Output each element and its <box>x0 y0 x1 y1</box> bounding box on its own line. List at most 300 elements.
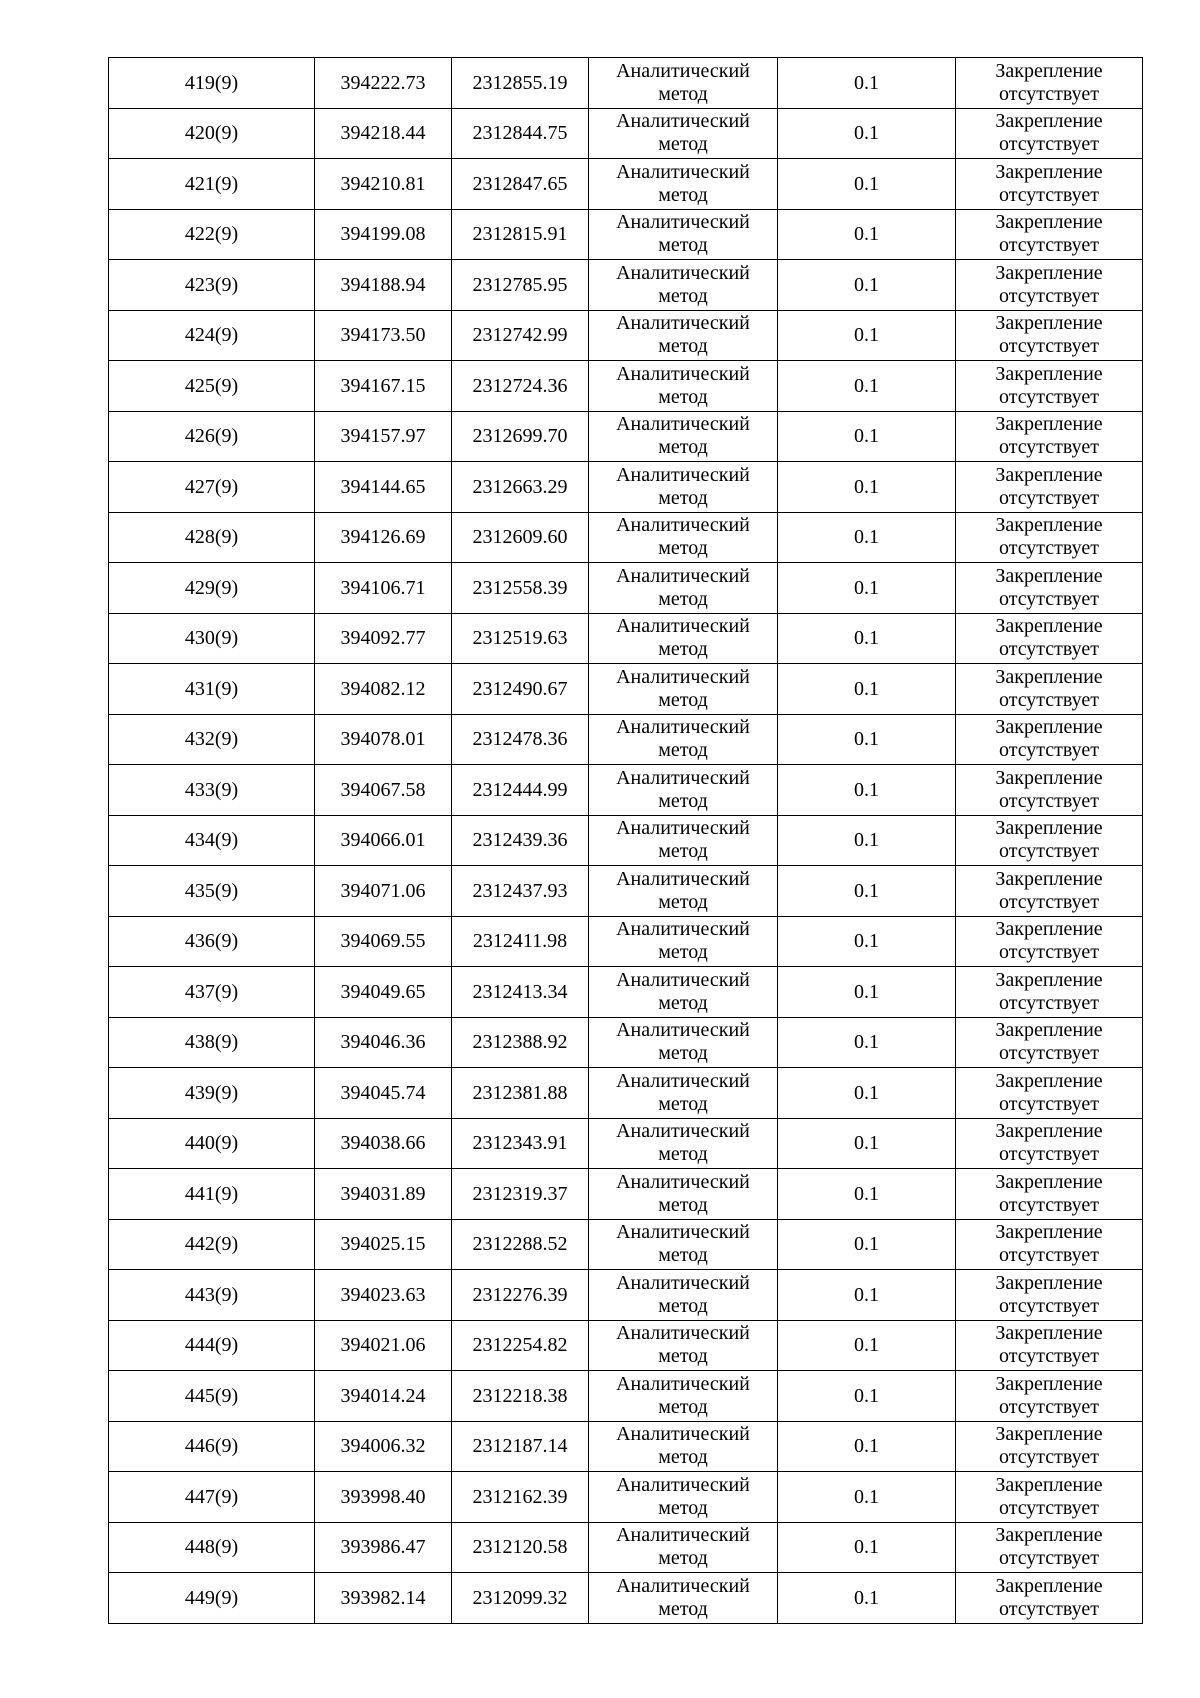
table-row <box>109 512 1143 563</box>
fixing-cell-line: отсутствует <box>998 1547 1100 1570</box>
x-coordinate-cell: 394188.94 <box>315 260 452 311</box>
method-cell <box>589 714 778 765</box>
method-cell <box>589 1219 778 1270</box>
fixing-cell-line: Закрепление <box>995 1473 1103 1496</box>
fixing-cell-line: Закрепление <box>995 362 1103 385</box>
method-cell-line: метод <box>658 1547 708 1570</box>
fixing-cell-line: Закрепление <box>995 261 1103 284</box>
point-number-cell: 445(9) <box>109 1371 315 1422</box>
accuracy-cell: 0.1 <box>778 664 956 715</box>
y-coordinate-cell: 2312319.37 <box>452 1169 589 1220</box>
y-coordinate-cell: 2312254.82 <box>452 1320 589 1371</box>
fixing-cell-line: отсутствует <box>998 1496 1100 1519</box>
fixing-cell-line: Закрепление <box>995 968 1103 991</box>
fixing-cell <box>956 967 1143 1018</box>
coordinates-table <box>108 57 1143 1624</box>
table-row <box>109 866 1143 917</box>
fixing-cell <box>956 765 1143 816</box>
fixing-cell <box>956 664 1143 715</box>
method-cell-line: Аналитический <box>616 514 750 537</box>
accuracy-cell: 0.1 <box>778 1068 956 1119</box>
y-coordinate-cell: 2312478.36 <box>452 714 589 765</box>
accuracy-cell: 0.1 <box>778 58 956 109</box>
fixing-cell-line: отсутствует <box>998 82 1100 105</box>
method-cell <box>589 1017 778 1068</box>
table-row <box>109 1522 1143 1573</box>
table-row <box>109 1068 1143 1119</box>
x-coordinate-cell: 393982.14 <box>315 1573 452 1624</box>
point-number-cell: 424(9) <box>109 310 315 361</box>
point-number-cell: 436(9) <box>109 916 315 967</box>
x-coordinate-cell: 394067.58 <box>315 765 452 816</box>
method-cell <box>589 967 778 1018</box>
y-coordinate-cell: 2312663.29 <box>452 462 589 513</box>
x-coordinate-cell: 394071.06 <box>315 866 452 917</box>
table-row <box>109 967 1143 1018</box>
fixing-cell <box>956 1472 1143 1523</box>
accuracy-cell: 0.1 <box>778 765 956 816</box>
fixing-cell-line: отсутствует <box>998 1092 1100 1115</box>
method-cell-line: метод <box>658 1294 708 1317</box>
method-cell-line: Аналитический <box>616 1574 750 1597</box>
method-cell-line: Аналитический <box>616 968 750 991</box>
method-cell <box>589 209 778 260</box>
method-cell-line: Аналитический <box>616 362 750 385</box>
point-number-cell: 431(9) <box>109 664 315 715</box>
fixing-cell-line: Закрепление <box>995 211 1103 234</box>
method-cell-line: метод <box>658 436 708 459</box>
method-cell <box>589 866 778 917</box>
table-row <box>109 765 1143 816</box>
fixing-cell-line: Закрепление <box>995 312 1103 335</box>
table-row <box>109 58 1143 109</box>
method-cell <box>589 1169 778 1220</box>
x-coordinate-cell: 394210.81 <box>315 159 452 210</box>
y-coordinate-cell: 2312120.58 <box>452 1522 589 1573</box>
fixing-cell-line: Закрепление <box>995 1170 1103 1193</box>
method-cell <box>589 462 778 513</box>
method-cell-line: Аналитический <box>616 1120 750 1143</box>
point-number-cell: 423(9) <box>109 260 315 311</box>
accuracy-cell: 0.1 <box>778 1573 956 1624</box>
accuracy-cell: 0.1 <box>778 1118 956 1169</box>
method-cell-line: Аналитический <box>616 1372 750 1395</box>
x-coordinate-cell: 394069.55 <box>315 916 452 967</box>
fixing-cell <box>956 1421 1143 1472</box>
fixing-cell-line: отсутствует <box>998 1143 1100 1166</box>
table-row <box>109 260 1143 311</box>
accuracy-cell: 0.1 <box>778 1320 956 1371</box>
fixing-cell-line: Закрепление <box>995 564 1103 587</box>
method-cell-line: метод <box>658 537 708 560</box>
point-number-cell: 441(9) <box>109 1169 315 1220</box>
fixing-cell-line: Закрепление <box>995 1271 1103 1294</box>
fixing-cell-line: отсутствует <box>998 1042 1100 1065</box>
accuracy-cell: 0.1 <box>778 1421 956 1472</box>
fixing-cell-line: отсутствует <box>998 840 1100 863</box>
x-coordinate-cell: 394078.01 <box>315 714 452 765</box>
table-row <box>109 1118 1143 1169</box>
fixing-cell-line: Закрепление <box>995 59 1103 82</box>
point-number-cell: 426(9) <box>109 411 315 462</box>
method-cell <box>589 159 778 210</box>
fixing-cell-line: Закрепление <box>995 1423 1103 1446</box>
point-number-cell: 437(9) <box>109 967 315 1018</box>
accuracy-cell: 0.1 <box>778 159 956 210</box>
y-coordinate-cell: 2312439.36 <box>452 815 589 866</box>
fixing-cell <box>956 1522 1143 1573</box>
method-cell-line: Аналитический <box>616 615 750 638</box>
point-number-cell: 425(9) <box>109 361 315 412</box>
table-row <box>109 108 1143 159</box>
fixing-cell-line: отсутствует <box>998 991 1100 1014</box>
y-coordinate-cell: 2312343.91 <box>452 1118 589 1169</box>
method-cell-line: Аналитический <box>616 1473 750 1496</box>
fixing-cell-line: отсутствует <box>998 284 1100 307</box>
method-cell-line: Аналитический <box>616 867 750 890</box>
table-row <box>109 361 1143 412</box>
method-cell-line: метод <box>658 840 708 863</box>
x-coordinate-cell: 394049.65 <box>315 967 452 1018</box>
table-body <box>109 58 1143 1624</box>
point-number-cell: 432(9) <box>109 714 315 765</box>
fixing-cell-line: Закрепление <box>995 1069 1103 1092</box>
x-coordinate-cell: 394199.08 <box>315 209 452 260</box>
method-cell-line: Аналитический <box>616 1271 750 1294</box>
fixing-cell <box>956 916 1143 967</box>
fixing-cell <box>956 815 1143 866</box>
fixing-cell-line: отсутствует <box>998 1345 1100 1368</box>
fixing-cell-line: отсутствует <box>998 385 1100 408</box>
method-cell-line: метод <box>658 1446 708 1469</box>
fixing-cell <box>956 1270 1143 1321</box>
method-cell-line: метод <box>658 133 708 156</box>
point-number-cell: 446(9) <box>109 1421 315 1472</box>
point-number-cell: 428(9) <box>109 512 315 563</box>
x-coordinate-cell: 394106.71 <box>315 563 452 614</box>
point-number-cell: 440(9) <box>109 1118 315 1169</box>
fixing-cell-line: Закрепление <box>995 413 1103 436</box>
fixing-cell <box>956 260 1143 311</box>
fixing-cell-line: отсутствует <box>998 789 1100 812</box>
table-row <box>109 462 1143 513</box>
fixing-cell <box>956 1169 1143 1220</box>
x-coordinate-cell: 393998.40 <box>315 1472 452 1523</box>
x-coordinate-cell: 394144.65 <box>315 462 452 513</box>
method-cell <box>589 260 778 311</box>
fixing-cell-line: отсутствует <box>998 587 1100 610</box>
fixing-cell-line: отсутствует <box>998 638 1100 661</box>
accuracy-cell: 0.1 <box>778 866 956 917</box>
x-coordinate-cell: 394082.12 <box>315 664 452 715</box>
method-cell-line: Аналитический <box>616 817 750 840</box>
point-number-cell: 430(9) <box>109 613 315 664</box>
method-cell <box>589 108 778 159</box>
y-coordinate-cell: 2312609.60 <box>452 512 589 563</box>
method-cell-line: Аналитический <box>616 160 750 183</box>
table-row <box>109 1017 1143 1068</box>
method-cell-line: метод <box>658 284 708 307</box>
method-cell-line: Аналитический <box>616 312 750 335</box>
table-row <box>109 1371 1143 1422</box>
accuracy-cell: 0.1 <box>778 967 956 1018</box>
method-cell-line: метод <box>658 486 708 509</box>
method-cell <box>589 361 778 412</box>
accuracy-cell: 0.1 <box>778 512 956 563</box>
fixing-cell-line: Закрепление <box>995 615 1103 638</box>
method-cell-line: метод <box>658 991 708 1014</box>
method-cell-line: метод <box>658 890 708 913</box>
method-cell-line: Аналитический <box>616 413 750 436</box>
accuracy-cell: 0.1 <box>778 1017 956 1068</box>
x-coordinate-cell: 394066.01 <box>315 815 452 866</box>
y-coordinate-cell: 2312815.91 <box>452 209 589 260</box>
table-row <box>109 1169 1143 1220</box>
table-row <box>109 1219 1143 1270</box>
method-cell <box>589 58 778 109</box>
x-coordinate-cell: 394038.66 <box>315 1118 452 1169</box>
method-cell-line: метод <box>658 1496 708 1519</box>
point-number-cell: 439(9) <box>109 1068 315 1119</box>
method-cell-line: Аналитический <box>616 564 750 587</box>
method-cell-line: метод <box>658 789 708 812</box>
accuracy-cell: 0.1 <box>778 209 956 260</box>
method-cell-line: Аналитический <box>616 1019 750 1042</box>
table-row <box>109 916 1143 967</box>
accuracy-cell: 0.1 <box>778 815 956 866</box>
x-coordinate-cell: 394006.32 <box>315 1421 452 1472</box>
fixing-cell-line: отсутствует <box>998 133 1100 156</box>
fixing-cell <box>956 1320 1143 1371</box>
fixing-cell-line: отсутствует <box>998 890 1100 913</box>
fixing-cell-line: отсутствует <box>998 234 1100 257</box>
table-row <box>109 209 1143 260</box>
method-cell-line: метод <box>658 688 708 711</box>
y-coordinate-cell: 2312558.39 <box>452 563 589 614</box>
y-coordinate-cell: 2312288.52 <box>452 1219 589 1270</box>
method-cell <box>589 411 778 462</box>
accuracy-cell: 0.1 <box>778 1371 956 1422</box>
table-row <box>109 1573 1143 1624</box>
fixing-cell-line: отсутствует <box>998 1193 1100 1216</box>
point-number-cell: 427(9) <box>109 462 315 513</box>
accuracy-cell: 0.1 <box>778 563 956 614</box>
point-number-cell: 443(9) <box>109 1270 315 1321</box>
fixing-cell-line: отсутствует <box>998 739 1100 762</box>
method-cell-line: метод <box>658 1193 708 1216</box>
y-coordinate-cell: 2312411.98 <box>452 916 589 967</box>
point-number-cell: 429(9) <box>109 563 315 614</box>
fixing-cell <box>956 209 1143 260</box>
point-number-cell: 449(9) <box>109 1573 315 1624</box>
fixing-cell <box>956 512 1143 563</box>
method-cell-line: Аналитический <box>616 1524 750 1547</box>
y-coordinate-cell: 2312413.34 <box>452 967 589 1018</box>
x-coordinate-cell: 394021.06 <box>315 1320 452 1371</box>
accuracy-cell: 0.1 <box>778 361 956 412</box>
accuracy-cell: 0.1 <box>778 462 956 513</box>
y-coordinate-cell: 2312099.32 <box>452 1573 589 1624</box>
fixing-cell-line: Закрепление <box>995 1120 1103 1143</box>
accuracy-cell: 0.1 <box>778 916 956 967</box>
method-cell-line: Аналитический <box>616 716 750 739</box>
accuracy-cell: 0.1 <box>778 1522 956 1573</box>
method-cell <box>589 512 778 563</box>
method-cell <box>589 1270 778 1321</box>
method-cell-line: метод <box>658 1042 708 1065</box>
table-row <box>109 1472 1143 1523</box>
table-row <box>109 563 1143 614</box>
x-coordinate-cell: 394031.89 <box>315 1169 452 1220</box>
fixing-cell <box>956 1068 1143 1119</box>
method-cell-line: метод <box>658 1244 708 1267</box>
table-row <box>109 714 1143 765</box>
point-number-cell: 435(9) <box>109 866 315 917</box>
x-coordinate-cell: 394167.15 <box>315 361 452 412</box>
table-row <box>109 411 1143 462</box>
fixing-cell-line: отсутствует <box>998 1597 1100 1620</box>
y-coordinate-cell: 2312187.14 <box>452 1421 589 1472</box>
fixing-cell <box>956 613 1143 664</box>
method-cell-line: Аналитический <box>616 918 750 941</box>
y-coordinate-cell: 2312388.92 <box>452 1017 589 1068</box>
fixing-cell-line: Закрепление <box>995 1221 1103 1244</box>
accuracy-cell: 0.1 <box>778 1270 956 1321</box>
y-coordinate-cell: 2312162.39 <box>452 1472 589 1523</box>
fixing-cell <box>956 1017 1143 1068</box>
method-cell-line: метод <box>658 587 708 610</box>
accuracy-cell: 0.1 <box>778 613 956 664</box>
table-row <box>109 664 1143 715</box>
fixing-cell-line: отсутствует <box>998 1446 1100 1469</box>
y-coordinate-cell: 2312437.93 <box>452 866 589 917</box>
method-cell-line: Аналитический <box>616 261 750 284</box>
method-cell-line: Аналитический <box>616 1423 750 1446</box>
point-number-cell: 434(9) <box>109 815 315 866</box>
table-row <box>109 1270 1143 1321</box>
y-coordinate-cell: 2312724.36 <box>452 361 589 412</box>
method-cell <box>589 1522 778 1573</box>
method-cell-line: Аналитический <box>616 463 750 486</box>
point-number-cell: 438(9) <box>109 1017 315 1068</box>
point-number-cell: 433(9) <box>109 765 315 816</box>
method-cell-line: Аналитический <box>616 110 750 133</box>
method-cell <box>589 1068 778 1119</box>
y-coordinate-cell: 2312844.75 <box>452 108 589 159</box>
x-coordinate-cell: 394218.44 <box>315 108 452 159</box>
method-cell-line: Аналитический <box>616 1170 750 1193</box>
fixing-cell-line: отсутствует <box>998 1395 1100 1418</box>
fixing-cell-line: отсутствует <box>998 1244 1100 1267</box>
fixing-cell-line: Закрепление <box>995 867 1103 890</box>
fixing-cell-line: Закрепление <box>995 1524 1103 1547</box>
method-cell-line: Аналитический <box>616 1221 750 1244</box>
x-coordinate-cell: 394045.74 <box>315 1068 452 1119</box>
y-coordinate-cell: 2312847.65 <box>452 159 589 210</box>
table-row <box>109 1421 1143 1472</box>
method-cell <box>589 563 778 614</box>
x-coordinate-cell: 394157.97 <box>315 411 452 462</box>
accuracy-cell: 0.1 <box>778 260 956 311</box>
x-coordinate-cell: 393986.47 <box>315 1522 452 1573</box>
fixing-cell-line: Закрепление <box>995 766 1103 789</box>
method-cell <box>589 815 778 866</box>
fixing-cell <box>956 866 1143 917</box>
fixing-cell-line: Закрепление <box>995 514 1103 537</box>
method-cell-line: Аналитический <box>616 665 750 688</box>
fixing-cell-line: отсутствует <box>998 335 1100 358</box>
fixing-cell-line: отсутствует <box>998 537 1100 560</box>
point-number-cell: 420(9) <box>109 108 315 159</box>
fixing-cell <box>956 159 1143 210</box>
method-cell-line: метод <box>658 638 708 661</box>
point-number-cell: 442(9) <box>109 1219 315 1270</box>
point-number-cell: 421(9) <box>109 159 315 210</box>
fixing-cell-line: Закрепление <box>995 1019 1103 1042</box>
fixing-cell <box>956 462 1143 513</box>
y-coordinate-cell: 2312490.67 <box>452 664 589 715</box>
x-coordinate-cell: 394126.69 <box>315 512 452 563</box>
fixing-cell-line: отсутствует <box>998 688 1100 711</box>
accuracy-cell: 0.1 <box>778 1219 956 1270</box>
fixing-cell <box>956 563 1143 614</box>
method-cell-line: метод <box>658 82 708 105</box>
x-coordinate-cell: 394046.36 <box>315 1017 452 1068</box>
y-coordinate-cell: 2312519.63 <box>452 613 589 664</box>
fixing-cell-line: Закрепление <box>995 160 1103 183</box>
table-row <box>109 613 1143 664</box>
method-cell-line: метод <box>658 234 708 257</box>
fixing-cell <box>956 714 1143 765</box>
accuracy-cell: 0.1 <box>778 1472 956 1523</box>
fixing-cell-line: отсутствует <box>998 1294 1100 1317</box>
method-cell-line: метод <box>658 1345 708 1368</box>
method-cell-line: метод <box>658 1597 708 1620</box>
y-coordinate-cell: 2312785.95 <box>452 260 589 311</box>
fixing-cell <box>956 1371 1143 1422</box>
method-cell-line: метод <box>658 335 708 358</box>
method-cell-line: Аналитический <box>616 1322 750 1345</box>
point-number-cell: 444(9) <box>109 1320 315 1371</box>
method-cell-line: Аналитический <box>616 766 750 789</box>
fixing-cell-line: Закрепление <box>995 918 1103 941</box>
y-coordinate-cell: 2312276.39 <box>452 1270 589 1321</box>
method-cell <box>589 1320 778 1371</box>
method-cell-line: Аналитический <box>616 59 750 82</box>
method-cell <box>589 664 778 715</box>
x-coordinate-cell: 394023.63 <box>315 1270 452 1321</box>
y-coordinate-cell: 2312699.70 <box>452 411 589 462</box>
fixing-cell-line: Закрепление <box>995 1372 1103 1395</box>
x-coordinate-cell: 394092.77 <box>315 613 452 664</box>
x-coordinate-cell: 394222.73 <box>315 58 452 109</box>
method-cell <box>589 310 778 361</box>
method-cell <box>589 613 778 664</box>
fixing-cell-line: Закрепление <box>995 463 1103 486</box>
method-cell <box>589 1118 778 1169</box>
fixing-cell-line: Закрепление <box>995 817 1103 840</box>
fixing-cell-line: Закрепление <box>995 110 1103 133</box>
method-cell <box>589 765 778 816</box>
x-coordinate-cell: 394014.24 <box>315 1371 452 1422</box>
table-row <box>109 815 1143 866</box>
accuracy-cell: 0.1 <box>778 108 956 159</box>
y-coordinate-cell: 2312855.19 <box>452 58 589 109</box>
accuracy-cell: 0.1 <box>778 1169 956 1220</box>
method-cell-line: метод <box>658 941 708 964</box>
fixing-cell <box>956 108 1143 159</box>
y-coordinate-cell: 2312742.99 <box>452 310 589 361</box>
